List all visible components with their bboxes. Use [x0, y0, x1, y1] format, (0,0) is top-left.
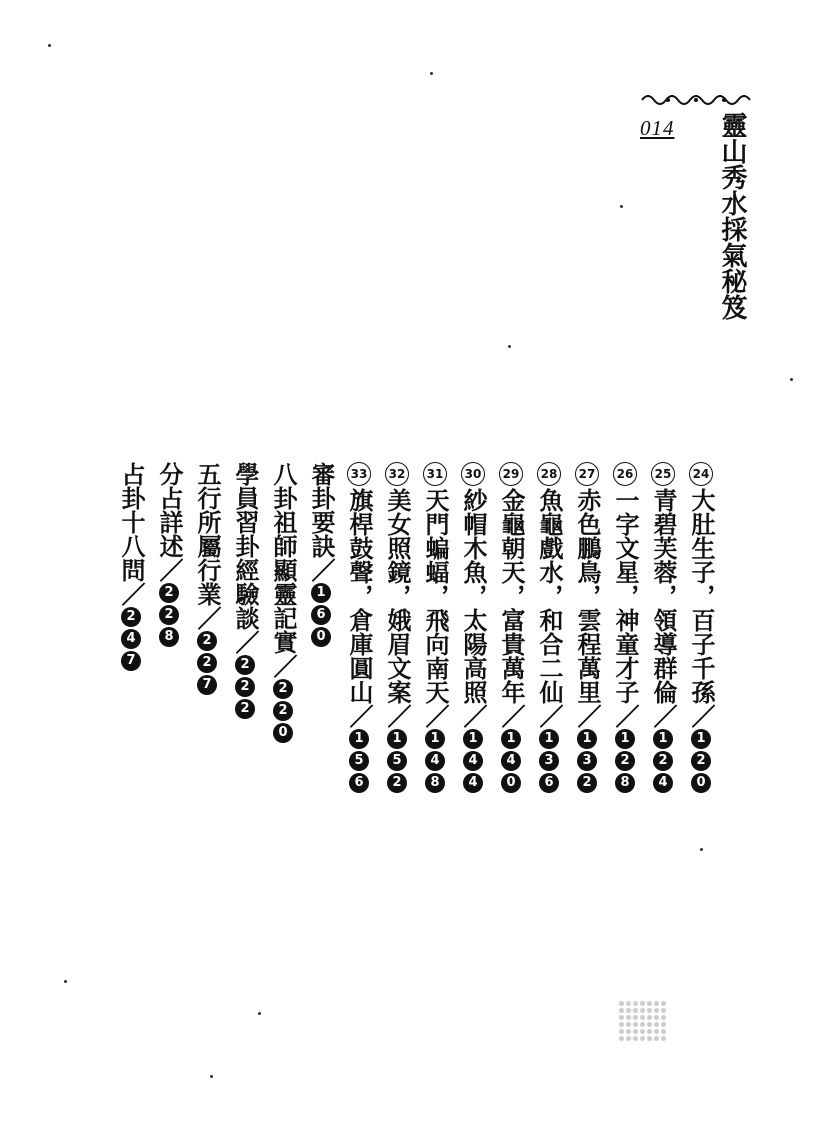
- entry-title: 金龜朝天，富貴萬年: [497, 488, 526, 704]
- entry-title: 五行所屬行業: [193, 462, 222, 606]
- paper-speck: [48, 44, 51, 47]
- entry-title: 分占詳述: [155, 462, 184, 558]
- toc-entry: [606, 462, 644, 822]
- entry-separator: ／: [649, 704, 678, 728]
- toc-entry: [340, 462, 378, 822]
- entry-separator: ／: [497, 704, 526, 728]
- entry-separator: ／: [611, 704, 640, 728]
- entry-number: 28: [537, 462, 561, 486]
- entry-title: 美女照鏡，娥眉文案: [383, 488, 412, 704]
- entry-number: 26: [613, 462, 637, 486]
- entry-title: 學員習卦經驗談: [231, 462, 260, 630]
- table-of-contents: [112, 462, 720, 822]
- entry-page: 160: [314, 582, 328, 648]
- paper-speck: [430, 72, 433, 75]
- toc-entry: [644, 462, 682, 822]
- entry-title: 青碧芙蓉，領導群倫: [649, 488, 678, 704]
- toc-entry: [226, 462, 264, 822]
- toc-entry: [264, 462, 302, 822]
- entry-number: 27: [575, 462, 599, 486]
- entry-page: 124: [656, 728, 670, 794]
- toc-entry: [150, 462, 188, 822]
- entry-page: 228: [162, 582, 176, 648]
- entry-page: 144: [466, 728, 480, 794]
- entry-page: 247: [124, 606, 138, 672]
- entry-page: 140: [504, 728, 518, 794]
- paper-speck: [700, 848, 703, 851]
- entry-page: 128: [618, 728, 632, 794]
- entry-title: 八卦祖師顯靈記實: [269, 462, 298, 654]
- entry-number: 32: [385, 462, 409, 486]
- header-ornament: [640, 92, 752, 108]
- entry-title: 大肚生子，百子千孫: [687, 488, 716, 704]
- entry-separator: ／: [535, 704, 564, 728]
- paper-speck: [790, 378, 793, 381]
- toc-entry: [112, 462, 150, 822]
- entry-separator: ／: [459, 704, 488, 728]
- entry-separator: ／: [117, 582, 146, 606]
- entry-page: 152: [390, 728, 404, 794]
- entry-number: 24: [689, 462, 713, 486]
- entry-number: 29: [499, 462, 523, 486]
- paper-speck: [620, 205, 623, 208]
- entry-title: 審卦要訣: [307, 462, 336, 558]
- entry-page: 222: [238, 654, 252, 720]
- entry-page: 227: [200, 630, 214, 696]
- book-title: 靈山秀水採氣秘笈: [717, 112, 747, 320]
- paper-speck: [210, 1075, 213, 1078]
- entry-separator: ／: [269, 654, 298, 678]
- paper-speck: [64, 980, 67, 983]
- entry-title: 天門蝙蝠，飛向南天: [421, 488, 450, 704]
- toc-entry: [454, 462, 492, 822]
- entry-separator: ／: [421, 704, 450, 728]
- entry-page: 220: [276, 678, 290, 744]
- toc-entry: [568, 462, 606, 822]
- entry-page: 136: [542, 728, 556, 794]
- entry-separator: ／: [383, 704, 412, 728]
- entry-title: 旗桿鼓聲，倉庫圓山: [345, 488, 374, 704]
- toc-entry: [530, 462, 568, 822]
- entry-number: 25: [651, 462, 675, 486]
- entry-title: 一字文星，神童才子: [611, 488, 640, 704]
- toc-entry: [416, 462, 454, 822]
- entry-separator: ／: [231, 630, 260, 654]
- entry-separator: ／: [573, 704, 602, 728]
- toc-entry: [682, 462, 720, 822]
- entry-title: 紗帽木魚，太陽高照: [459, 488, 488, 704]
- toc-entry: [302, 462, 340, 822]
- entry-separator: ／: [155, 558, 184, 582]
- entry-number: 33: [347, 462, 371, 486]
- toc-entry: [492, 462, 530, 822]
- paper-speck: [508, 345, 511, 348]
- page-number: 014: [640, 116, 675, 140]
- print-smudge: [618, 1000, 666, 1042]
- toc-entry: [378, 462, 416, 822]
- entry-page: 148: [428, 728, 442, 794]
- entry-separator: ／: [307, 558, 336, 582]
- entry-separator: ／: [687, 704, 716, 728]
- entry-separator: ／: [345, 704, 374, 728]
- entry-title: 赤色鵬鳥，雲程萬里: [573, 488, 602, 704]
- entry-page: 132: [580, 728, 594, 794]
- toc-entry: [188, 462, 226, 822]
- entry-page: 156: [352, 728, 366, 794]
- entry-title: 魚龜戲水，和合二仙: [535, 488, 564, 704]
- entry-number: 31: [423, 462, 447, 486]
- entry-number: 30: [461, 462, 485, 486]
- paper-speck: [258, 1012, 261, 1015]
- entry-title: 占卦十八問: [117, 462, 146, 582]
- entry-separator: ／: [193, 606, 222, 630]
- entry-page: 120: [694, 728, 708, 794]
